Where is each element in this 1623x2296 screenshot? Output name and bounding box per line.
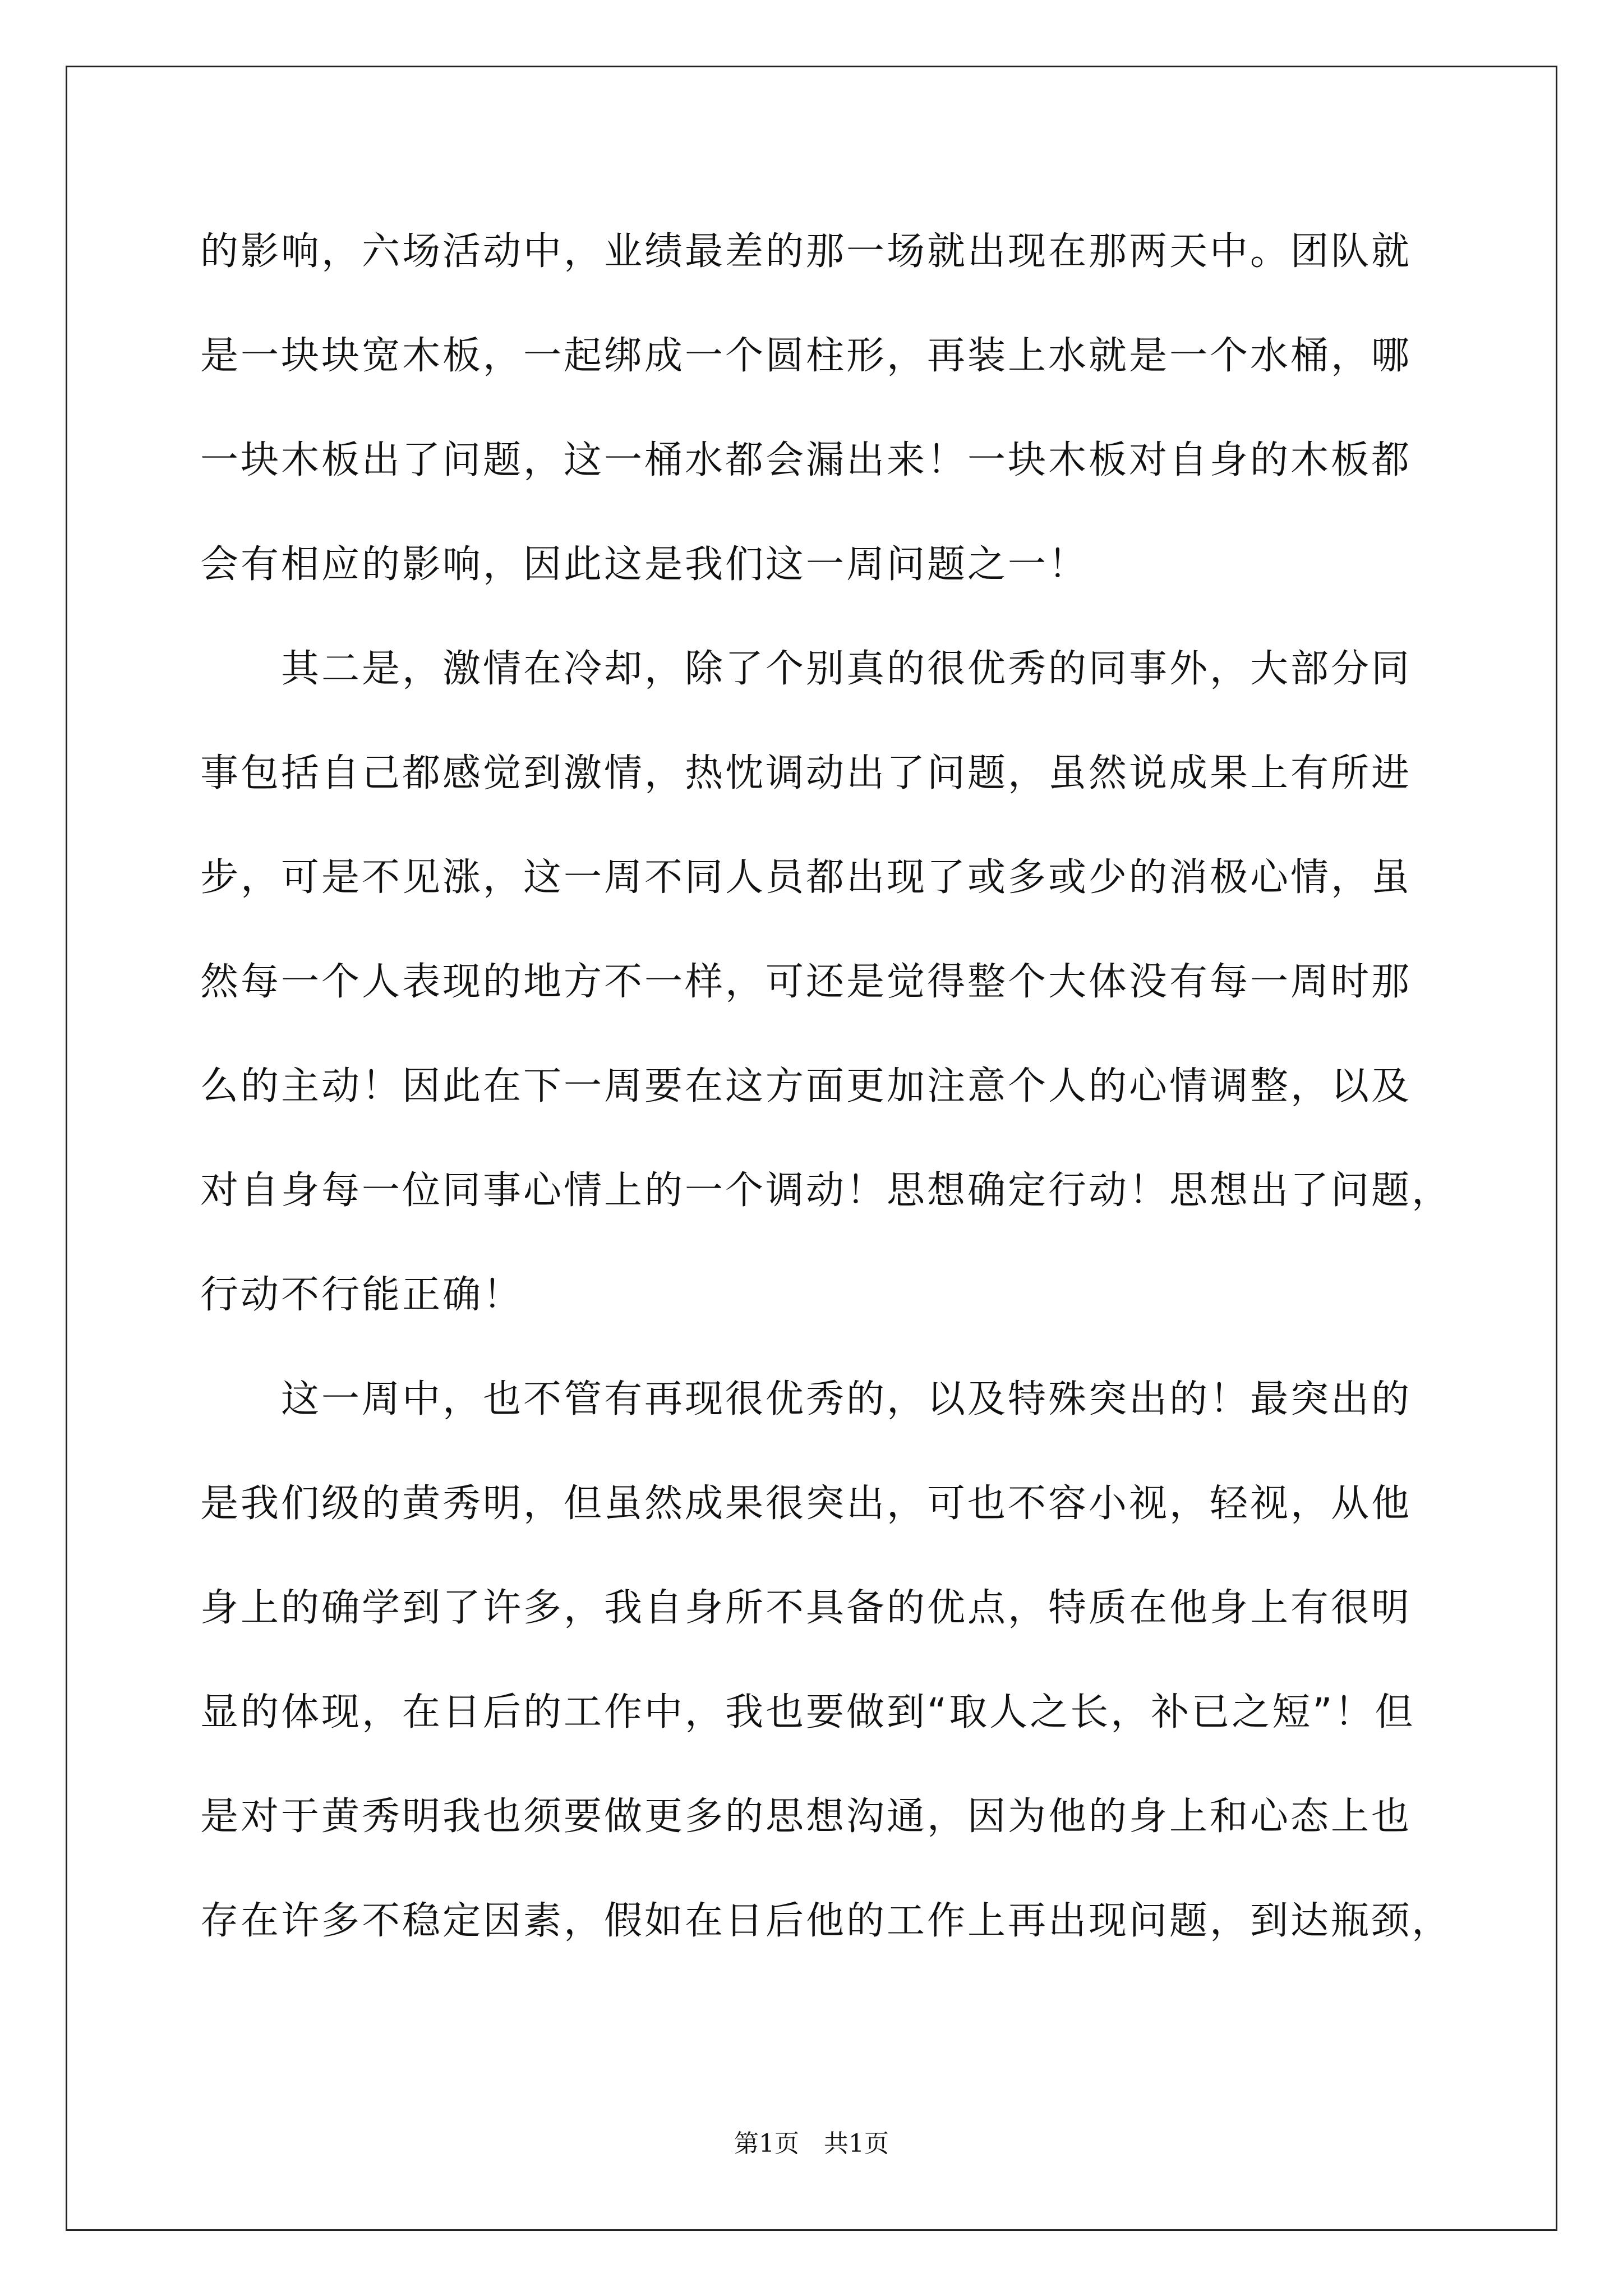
text-line: 是对于黄秀明我也须要做更多的思想沟通，因为他的身上和心态上也 <box>200 1795 1412 1839</box>
text-line: 步，可是不见涨，这一周不同人员都出现了或多或少的消极心情，虽 <box>200 855 1412 900</box>
text-line: 是一块块宽木板，一起绑成一个圆柱形，再装上水就是一个水桶，哪 <box>200 334 1412 378</box>
text-line: 行动不行能正确！ <box>200 1273 524 1317</box>
page-footer <box>0 2127 1623 2161</box>
text-line: 一块木板出了问题，这一桶水都会漏出来！一块木板对自身的木板都 <box>200 438 1412 482</box>
page-total: 共1页 <box>824 2129 889 2158</box>
paragraph-1 <box>200 200 1434 617</box>
text-line: 是我们级的黄秀明，但虽然成果很突出，可也不容小视，轻视，从他 <box>200 1481 1412 1526</box>
paragraph-3 <box>200 1347 1453 1973</box>
text-line: 对自身每一位同事心情上的一个调动！思想确定行动！思想出了问题， <box>200 1168 1453 1213</box>
paragraph-2 <box>200 617 1453 1347</box>
text-line: 然每一个人表现的地方不一样，可还是觉得整个大体没有每一周时那 <box>200 960 1412 1004</box>
text-line: 事包括自己都感觉到激情，热忱调动出了问题，虽然说成果上有所进 <box>200 751 1412 795</box>
text-line: 显的体现，在日后的工作中，我也要做到“取人之长，补已之短”！但 <box>200 1690 1415 1734</box>
text-line: 的影响，六场活动中，业绩最差的那一场就出现在那两天中。团队就 <box>200 229 1412 274</box>
text-line: 这一周中，也不管有再现很优秀的，以及特殊突出的！最突出的 <box>200 1377 1412 1421</box>
page-number: 第1页 <box>734 2129 799 2158</box>
text-line: 么的主动！因此在下一周要在这方面更加注意个人的心情调整，以及 <box>200 1064 1412 1108</box>
text-line: 会有相应的影响，因此这是我们这一周问题之一！ <box>200 542 1089 587</box>
text-line: 存在许多不稳定因素，假如在日后他的工作上再出现问题，到达瓶颈， <box>200 1899 1453 1943</box>
text-line: 身上的确学到了许多，我自身所不具备的优点，特质在他身上有很明 <box>200 1586 1412 1630</box>
text-line: 其二是，激情在冷却，除了个别真的很优秀的同事外，大部分同 <box>200 647 1412 691</box>
